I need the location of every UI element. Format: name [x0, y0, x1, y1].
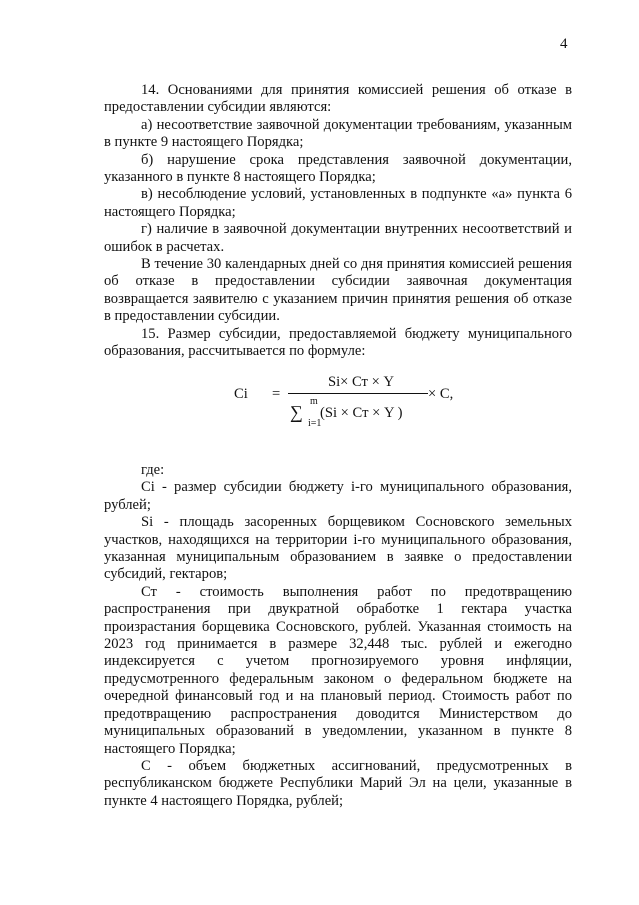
paragraph-15: 15. Размер субсидии, предоставляемой бюджету муниципального образования, рассчитывается по формуле: [104, 325, 572, 360]
sum-upper-limit: m [310, 396, 318, 407]
definition-st: Ст - стоимость выполнения работ по предотвращению распространения при двукратной обработке 1 гектара участка произрастания борщевика Сосновского, рублей. Указанная стоимость на 2023 год принимается в размере 32,448 тыс. рублей и ежегодно индексируется с учетом прогнозируемого уровня инфляции, предусмотренного федеральным законом о федеральном бюджете на очередной финансовый год и на плановый период. Стоимость работ по предотвращению распространения доводится Министерством до муниципальных образований в уведомлении, указанном в пункте 8 настоящего Порядка; [104, 583, 572, 757]
paragraph-14-v: в) несоблюдение условий, установленных в подпункте «а» пункта 6 настоящего Порядка; [104, 186, 572, 220]
subsidy-formula [234, 372, 454, 442]
paragraph-14-return: В течение 30 календарных дней со дня принятия комиссией решения об отказе в предоставлении субсидии заявочная документация возвращается заявителю с указанием причин принятия решения об отказе в предоставлении субсидии. [104, 256, 572, 325]
paragraph-14-b: б) нарушение срока представления заявочной документации, указанного в пункте 8 настоящего Порядка; [104, 151, 572, 186]
document-body-bottom [104, 462, 572, 810]
formula-tail: × С, [428, 386, 454, 402]
where-label: где: [141, 462, 165, 478]
paragraph-14-g: г) наличие в заявочной документации внутренних несоответствий и ошибок в расчетах. [104, 221, 572, 255]
paragraph-14-a: а) несоответствие заявочной документации требованиям, указанным в пункте 9 настоящего Порядка; [104, 116, 572, 151]
definition-c: С - объем бюджетных ассигнований, предусмотренных в республиканском бюджете Республики Марий Эл на цели, указанные в пункте 4 настоящего Порядка, рублей; [104, 757, 572, 809]
formula-denominator: (Si × Ст × Y ) [320, 405, 403, 421]
formula-numerator: Si× Ст × Y [327, 374, 395, 390]
formula-lhs: Ci [234, 386, 248, 402]
page-number: 4 [560, 36, 568, 52]
formula-equals: = [272, 386, 281, 402]
sum-lower-limit: i=1 [308, 418, 322, 429]
sum-sign: ∑ [290, 402, 303, 422]
definition-si: Si - площадь засоренных борщевиком Сосновского земельных участков, находящихся на территории i-го муниципального образования, указанная муниципальным образованием в заявке о предоставлении субсидий, гектаров; [104, 514, 572, 583]
definition-ci: Ci - размер субсидии бюджету i-го муниципального образования, рублей; [104, 479, 572, 513]
fraction-line [288, 393, 428, 394]
paragraph-14: 14. Основаниями для принятия комиссией решения об отказе в предоставлении субсидии являются: [104, 82, 572, 116]
document-body-top [104, 82, 572, 361]
